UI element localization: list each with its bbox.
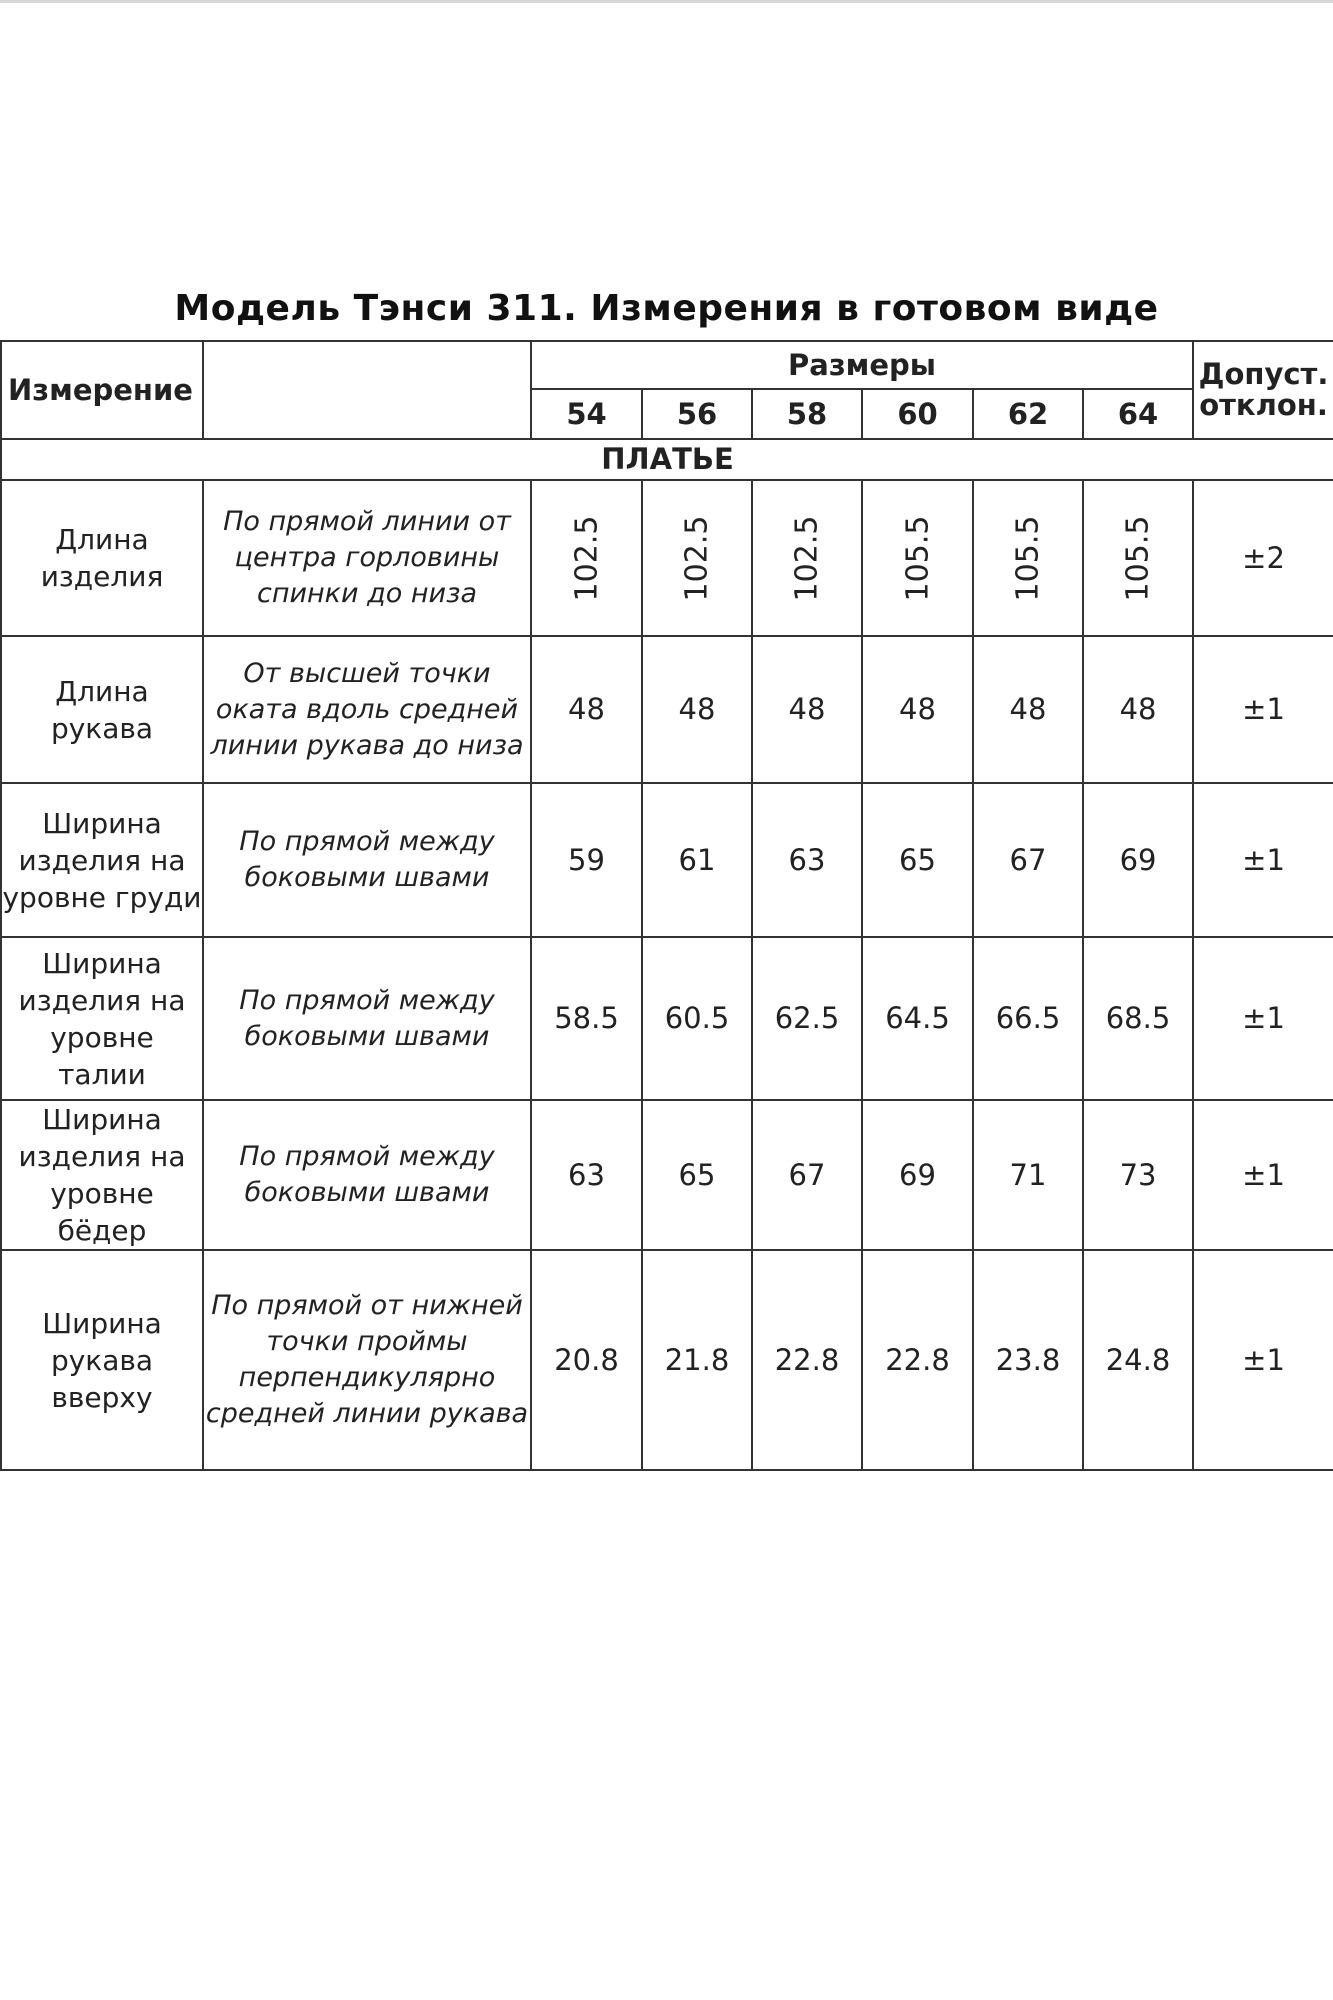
value-cell: 69 [862, 1100, 973, 1250]
value-cell: 60.5 [642, 937, 752, 1100]
value-cell: 20.8 [531, 1250, 642, 1470]
value-cell: 73 [1083, 1100, 1193, 1250]
measurement-table [0, 340, 1333, 1471]
table-row [1, 937, 1333, 1100]
table-row [1, 1100, 1333, 1250]
measure-method: По прямой между боковыми швами [203, 1100, 531, 1250]
value-cell: 64.5 [862, 937, 973, 1100]
value-text: 105.5 [1120, 515, 1156, 601]
size-56: 56 [642, 389, 752, 439]
table-row [1, 1250, 1333, 1470]
value-cell: 67 [752, 1100, 862, 1250]
value-text: 105.5 [1010, 515, 1046, 601]
value-cell [752, 480, 862, 636]
value-text: 102.5 [789, 515, 825, 601]
document-title: Модель Тэнси 311. Измерения в готовом виде [174, 288, 1159, 329]
value-cell: 63 [531, 1100, 642, 1250]
value-cell: 24.8 [1083, 1250, 1193, 1470]
value-cell: 48 [1083, 636, 1193, 783]
value-cell: 65 [642, 1100, 752, 1250]
tolerance-cell: ±1 [1193, 937, 1333, 1100]
measure-name: Ширина изделия на уровне груди [1, 783, 203, 937]
size-60: 60 [862, 389, 973, 439]
value-cell: 48 [642, 636, 752, 783]
measure-name: Длина изделия [1, 480, 203, 636]
measure-name: Ширина рукава вверху [1, 1250, 203, 1470]
measure-method: По прямой между боковыми швами [203, 937, 531, 1100]
header-tolerance: Допуст. отклон. [1193, 341, 1333, 439]
value-cell: 69 [1083, 783, 1193, 937]
value-cell: 68.5 [1083, 937, 1193, 1100]
header-method-blank [203, 341, 531, 439]
value-cell: 65 [862, 783, 973, 937]
tolerance-cell: ±1 [1193, 1250, 1333, 1470]
size-64: 64 [1083, 389, 1193, 439]
value-cell: 61 [642, 783, 752, 937]
measure-name: Длина рукава [1, 636, 203, 783]
header-row [1, 341, 1333, 389]
value-cell: 63 [752, 783, 862, 937]
measure-method: От высшей точки оката вдоль средней линии рукава до низа [203, 636, 531, 783]
value-cell: 67 [973, 783, 1083, 937]
section-row [1, 439, 1333, 480]
value-cell: 48 [862, 636, 973, 783]
size-54: 54 [531, 389, 642, 439]
table-row [1, 480, 1333, 636]
measure-name: Ширина изделия на уровне бёдер [1, 1100, 203, 1250]
value-cell [1083, 480, 1193, 636]
value-cell: 48 [531, 636, 642, 783]
value-cell: 59 [531, 783, 642, 937]
size-62: 62 [973, 389, 1083, 439]
header-sizes: Размеры [531, 341, 1193, 389]
value-text: 102.5 [568, 515, 604, 601]
tolerance-cell: ±1 [1193, 636, 1333, 783]
value-cell: 48 [752, 636, 862, 783]
tolerance-cell: ±2 [1193, 480, 1333, 636]
value-cell: 71 [973, 1100, 1083, 1250]
top-rule [0, 0, 1333, 3]
value-cell [862, 480, 973, 636]
value-text: 105.5 [899, 515, 935, 601]
table-row [1, 636, 1333, 783]
value-cell: 23.8 [973, 1250, 1083, 1470]
section-title: ПЛАТЬЕ [1, 439, 1333, 480]
measure-method: По прямой от нижней точки проймы перпендикулярно средней линии рукава [203, 1250, 531, 1470]
measure-method: По прямой линии от центра горловины спинки до низа [203, 480, 531, 636]
value-cell: 21.8 [642, 1250, 752, 1470]
tolerance-cell: ±1 [1193, 1100, 1333, 1250]
table-row [1, 783, 1333, 937]
tolerance-cell: ±1 [1193, 783, 1333, 937]
value-cell: 58.5 [531, 937, 642, 1100]
value-cell: 48 [973, 636, 1083, 783]
measure-method: По прямой между боковыми швами [203, 783, 531, 937]
value-cell: 22.8 [752, 1250, 862, 1470]
value-cell: 66.5 [973, 937, 1083, 1100]
header-measure: Измерение [1, 341, 203, 439]
value-cell [642, 480, 752, 636]
size-58: 58 [752, 389, 862, 439]
value-text: 102.5 [679, 515, 715, 601]
value-cell [973, 480, 1083, 636]
value-cell: 22.8 [862, 1250, 973, 1470]
value-cell: 62.5 [752, 937, 862, 1100]
value-cell [531, 480, 642, 636]
measure-name: Ширина изделия на уровне талии [1, 937, 203, 1100]
